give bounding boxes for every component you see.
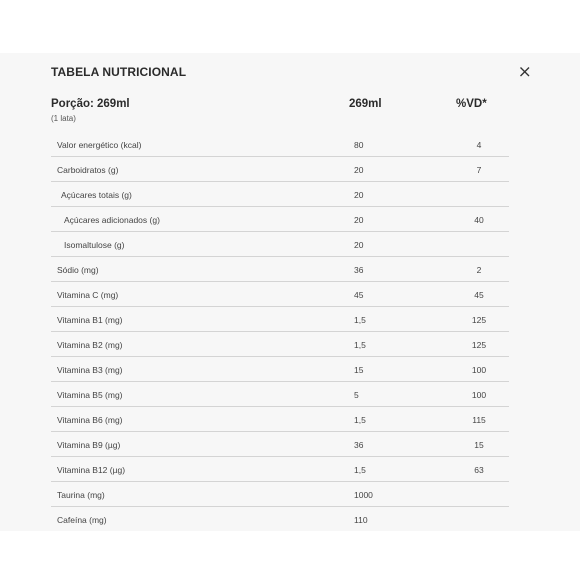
nutrient-amount: 80 bbox=[354, 140, 364, 150]
table-row bbox=[51, 357, 509, 382]
table-row bbox=[51, 407, 509, 432]
nutrient-name: Vitamina B6 (mg) bbox=[57, 415, 123, 425]
nutrient-dv: 4 bbox=[476, 140, 482, 150]
nutrient-name: Cafeína (mg) bbox=[57, 515, 107, 525]
table-row bbox=[51, 457, 509, 482]
nutrient-dv: 15 bbox=[474, 440, 484, 450]
nutrient-name: Vitamina C (mg) bbox=[57, 290, 119, 300]
nutrient-amount: 1,5 bbox=[354, 415, 366, 425]
nutrient-dv: 45 bbox=[474, 290, 484, 300]
nutrient-amount: 20 bbox=[354, 215, 364, 225]
nutrient-dv: 125 bbox=[471, 315, 487, 325]
nutrient-dv: 7 bbox=[476, 165, 482, 175]
nutrient-dv: 100 bbox=[471, 365, 487, 375]
table-row bbox=[51, 132, 509, 157]
nutrient-dv: 2 bbox=[476, 265, 482, 275]
nutrient-amount: 45 bbox=[354, 290, 364, 300]
nutrient-amount: 20 bbox=[354, 165, 364, 175]
nutrient-dv: 125 bbox=[471, 340, 487, 350]
nutrient-amount: 20 bbox=[354, 190, 364, 200]
table-row bbox=[51, 507, 509, 532]
table-row bbox=[51, 257, 509, 282]
nutrient-dv: 63 bbox=[474, 465, 484, 475]
table-row bbox=[51, 307, 509, 332]
nutrition-panel bbox=[0, 53, 580, 531]
nutrient-amount: 20 bbox=[354, 240, 364, 250]
nutrient-amount: 1,5 bbox=[354, 465, 366, 475]
nutrient-amount: 110 bbox=[354, 515, 368, 525]
table-row bbox=[51, 232, 509, 257]
panel-title: TABELA NUTRICIONAL bbox=[51, 65, 187, 79]
portion-label: Porção: 269ml bbox=[51, 98, 130, 110]
nutrient-name: Vitamina B2 (mg) bbox=[57, 340, 123, 350]
nutrition-table bbox=[51, 132, 509, 532]
nutrient-name: Açúcares adicionados (g) bbox=[64, 215, 160, 225]
portion-sublabel: (1 lata) bbox=[51, 114, 76, 123]
nutrient-amount: 1,5 bbox=[354, 340, 366, 350]
table-row bbox=[51, 207, 509, 232]
table-row bbox=[51, 482, 509, 507]
nutrient-amount: 36 bbox=[354, 265, 364, 275]
table-row bbox=[51, 432, 509, 457]
nutrient-name: Carboidratos (g) bbox=[57, 165, 119, 175]
nutrient-name: Vitamina B12 (µg) bbox=[57, 465, 126, 475]
table-row bbox=[51, 182, 509, 207]
nutrient-amount: 1000 bbox=[354, 490, 373, 500]
nutrient-amount: 36 bbox=[354, 440, 364, 450]
nutrient-name: Valor energético (kcal) bbox=[57, 140, 142, 150]
nutrient-amount: 15 bbox=[354, 365, 364, 375]
table-row bbox=[51, 282, 509, 307]
nutrient-name: Sódio (mg) bbox=[57, 265, 99, 275]
close-icon bbox=[516, 63, 534, 81]
nutrient-name: Vitamina B5 (mg) bbox=[57, 390, 123, 400]
table-row bbox=[51, 157, 509, 182]
nutrient-name: Taurina (mg) bbox=[57, 490, 105, 500]
nutrient-name: Vitamina B1 (mg) bbox=[57, 315, 123, 325]
nutrient-name: Isomaltulose (g) bbox=[64, 240, 125, 250]
nutrient-dv: 40 bbox=[474, 215, 484, 225]
close-button[interactable] bbox=[516, 63, 534, 81]
table-row bbox=[51, 332, 509, 357]
nutrient-amount: 1,5 bbox=[354, 315, 366, 325]
column-header-dv: %VD* bbox=[456, 98, 487, 110]
nutrient-dv: 100 bbox=[471, 390, 487, 400]
nutrient-name: Vitamina B9 (µg) bbox=[57, 440, 121, 450]
table-row bbox=[51, 382, 509, 407]
column-header-amount: 269ml bbox=[349, 98, 382, 110]
nutrient-name: Vitamina B3 (mg) bbox=[57, 365, 123, 375]
nutrient-amount: 5 bbox=[354, 390, 359, 400]
nutrient-name: Açúcares totais (g) bbox=[61, 190, 132, 200]
nutrient-dv: 115 bbox=[472, 415, 486, 425]
